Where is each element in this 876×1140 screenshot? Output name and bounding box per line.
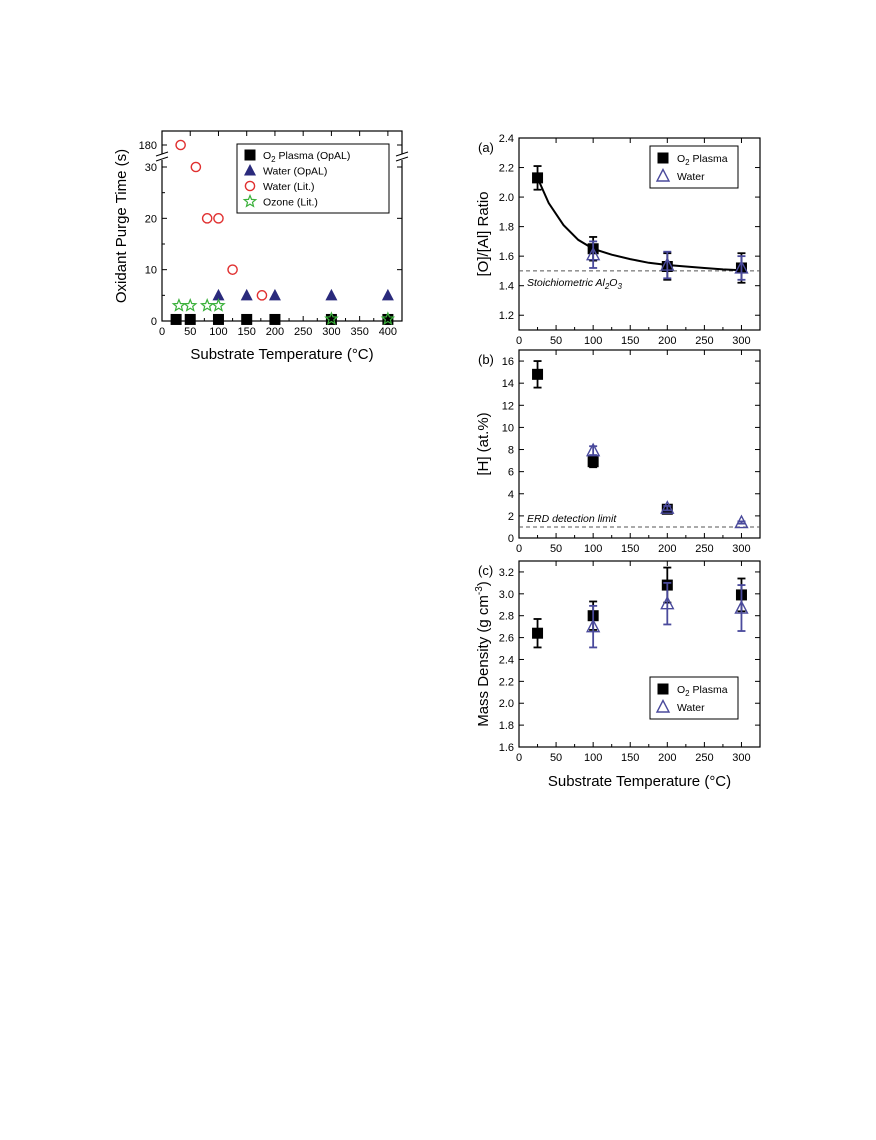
legend-marker (658, 684, 669, 695)
legend-label-sub: 2 (271, 155, 276, 164)
series-triangle-open (587, 583, 747, 648)
series-square (532, 568, 747, 648)
x-tick-label: 0 (515, 752, 523, 764)
data-point (213, 314, 224, 325)
y-tick-label: 4 (507, 488, 514, 501)
legend-label-part: O (263, 150, 272, 162)
y-axis-label (475, 412, 492, 475)
y-tick-label: 2.6 (498, 632, 514, 645)
y-tick-label: 8 (507, 444, 514, 457)
ratio-panel (475, 133, 760, 347)
series-triangle-open (587, 241, 747, 279)
x-axis-label: Substrate Temperature (°C) (190, 346, 374, 363)
data-point (213, 300, 224, 311)
legend-label-part: O (677, 684, 686, 696)
reference-label: ERD detection limit (527, 512, 617, 525)
y-tick-label: 2.0 (498, 192, 514, 205)
x-tick-label: 250 (695, 335, 714, 347)
x-tick-label: 250 (695, 543, 714, 555)
legend-label (677, 684, 728, 698)
y-tick-label: 16 (501, 356, 514, 369)
x-tick-label: 100 (583, 752, 603, 764)
reference-label-sub: 2 (604, 281, 610, 291)
x-tick-label: 0 (515, 335, 523, 347)
y-tick-label: 2.4 (498, 133, 514, 145)
legend-label: Water (OpAL) (263, 165, 328, 178)
x-tick-label: 0 (515, 543, 523, 555)
y-tick-label: 3.0 (498, 588, 514, 601)
x-tick-label: 100 (583, 543, 603, 555)
data-point (228, 265, 237, 274)
legend-label-part: Plasma (689, 684, 728, 696)
y-tick-label: 2.2 (498, 676, 514, 689)
y-tick-label: 3.2 (498, 566, 514, 579)
x-tick-label: 200 (658, 543, 677, 555)
series-ozone-lit- (173, 300, 393, 324)
data-point (325, 289, 337, 301)
plot-frame (519, 350, 760, 538)
legend-label-sub: 2 (685, 158, 690, 167)
data-point (191, 162, 200, 171)
data-point (173, 300, 184, 311)
y-tick-label: 20 (144, 213, 157, 226)
y-tick-label: 0 (507, 533, 514, 545)
data-point (201, 300, 212, 311)
y-tick-label: 2.0 (498, 698, 514, 711)
legend-label: Water (Lit.) (263, 181, 315, 193)
y-axis-label-part: ) (475, 581, 492, 587)
x-tick-label: 50 (549, 335, 563, 347)
y-tick-label: 1.6 (498, 742, 514, 754)
y-tick-label: 14 (501, 378, 514, 391)
legend-label: Ozone (Lit.) (263, 196, 318, 209)
y-tick-label: 1.4 (498, 280, 514, 293)
legend-label-part: Plasma (OpAL) (275, 150, 351, 162)
y-axis-label (474, 581, 492, 727)
legend-label-part: O (677, 153, 686, 165)
x-tick-label: 300 (732, 335, 751, 347)
x-tick-label: 350 (350, 326, 369, 338)
data-point (214, 214, 223, 223)
y-tick-label: 30 (144, 162, 157, 174)
reference-label-sub: 3 (617, 281, 622, 291)
y-tick-label: 1.8 (498, 720, 514, 733)
x-axis-label: Substrate Temperature (°C) (547, 773, 732, 790)
y-tick-label: 10 (144, 264, 157, 277)
x-tick-label: 200 (658, 752, 677, 764)
y-axis-label-sup: -3 (474, 586, 485, 596)
panel-label: (c) (478, 563, 494, 578)
fit-curve (538, 178, 742, 270)
hydrogen-panel (475, 350, 760, 555)
x-tick-label: 150 (621, 335, 640, 347)
y-tick-label: 2 (507, 510, 514, 523)
y-tick-label: 1.6 (498, 251, 514, 264)
x-tick-label: 200 (265, 326, 285, 338)
data-point (532, 172, 543, 183)
panel-label: (a) (478, 140, 494, 155)
legend (650, 146, 738, 188)
x-tick-label: 100 (209, 326, 228, 338)
y-tick-label: 2.4 (498, 654, 514, 667)
legend-label-sub: 2 (685, 689, 690, 698)
y-tick-label: 180 (138, 140, 157, 152)
legend-marker (658, 153, 669, 164)
x-tick-label: 250 (293, 326, 313, 338)
data-point (588, 456, 599, 467)
legend (650, 677, 738, 719)
legend-label-part: Plasma (689, 153, 728, 165)
x-tick-label: 300 (322, 326, 341, 338)
reference-label (527, 277, 622, 291)
x-tick-label: 150 (621, 543, 640, 555)
series-square (532, 361, 673, 515)
y-tick-label: 12 (501, 400, 514, 413)
data-point (532, 628, 543, 639)
y-axis-label-part: [H] (at.%) (475, 412, 492, 476)
legend (237, 144, 389, 213)
x-tick-label: 250 (695, 752, 714, 764)
density-panel (474, 561, 760, 790)
data-point (241, 289, 253, 301)
y-axis-label-part: Mass Density (g cm (475, 595, 492, 727)
data-point (203, 214, 212, 223)
reference-label-part: O (609, 276, 618, 289)
legend-label: Water (677, 171, 705, 183)
x-tick-label: 50 (549, 543, 563, 555)
y-tick-label: 1.8 (498, 221, 514, 234)
x-tick-label: 400 (378, 326, 398, 338)
data-point (532, 369, 543, 380)
series-water-opal- (212, 289, 393, 301)
legend-label (677, 153, 728, 167)
y-tick-label: 2.8 (498, 610, 514, 623)
y-tick-label: 10 (501, 422, 514, 435)
data-point (269, 289, 281, 301)
legend-label: Water (677, 702, 705, 714)
y-axis-label (475, 191, 492, 276)
data-point (185, 314, 196, 325)
y-axis-label-part: [O]/[Al] Ratio (475, 191, 492, 277)
panel-label: (b) (478, 352, 494, 367)
x-tick-label: 100 (583, 335, 603, 347)
legend-marker (245, 150, 256, 161)
data-point (269, 314, 280, 325)
data-point (241, 314, 252, 325)
x-tick-label: 200 (658, 335, 677, 347)
data-point (382, 289, 394, 301)
legend-label (263, 150, 350, 164)
reference-label-part: Stoichiometric Al (527, 276, 605, 289)
x-tick-label: 150 (237, 326, 256, 338)
x-tick-label: 0 (158, 326, 166, 338)
data-point (185, 300, 196, 311)
x-tick-label: 300 (732, 752, 751, 764)
y-tick-label: 6 (507, 466, 514, 479)
data-point (176, 140, 185, 149)
y-tick-label: 2.2 (498, 162, 514, 175)
y-axis-label: Oxidant Purge Time (s) (113, 148, 130, 304)
x-tick-label: 300 (732, 543, 751, 555)
y-tick-label: 0 (150, 316, 157, 328)
purge-chart (113, 131, 408, 363)
data-point (257, 291, 266, 300)
x-tick-label: 150 (621, 752, 640, 764)
y-tick-label: 1.2 (498, 310, 514, 323)
x-tick-label: 50 (549, 752, 563, 764)
x-tick-label: 50 (184, 326, 197, 338)
data-point (171, 314, 182, 325)
